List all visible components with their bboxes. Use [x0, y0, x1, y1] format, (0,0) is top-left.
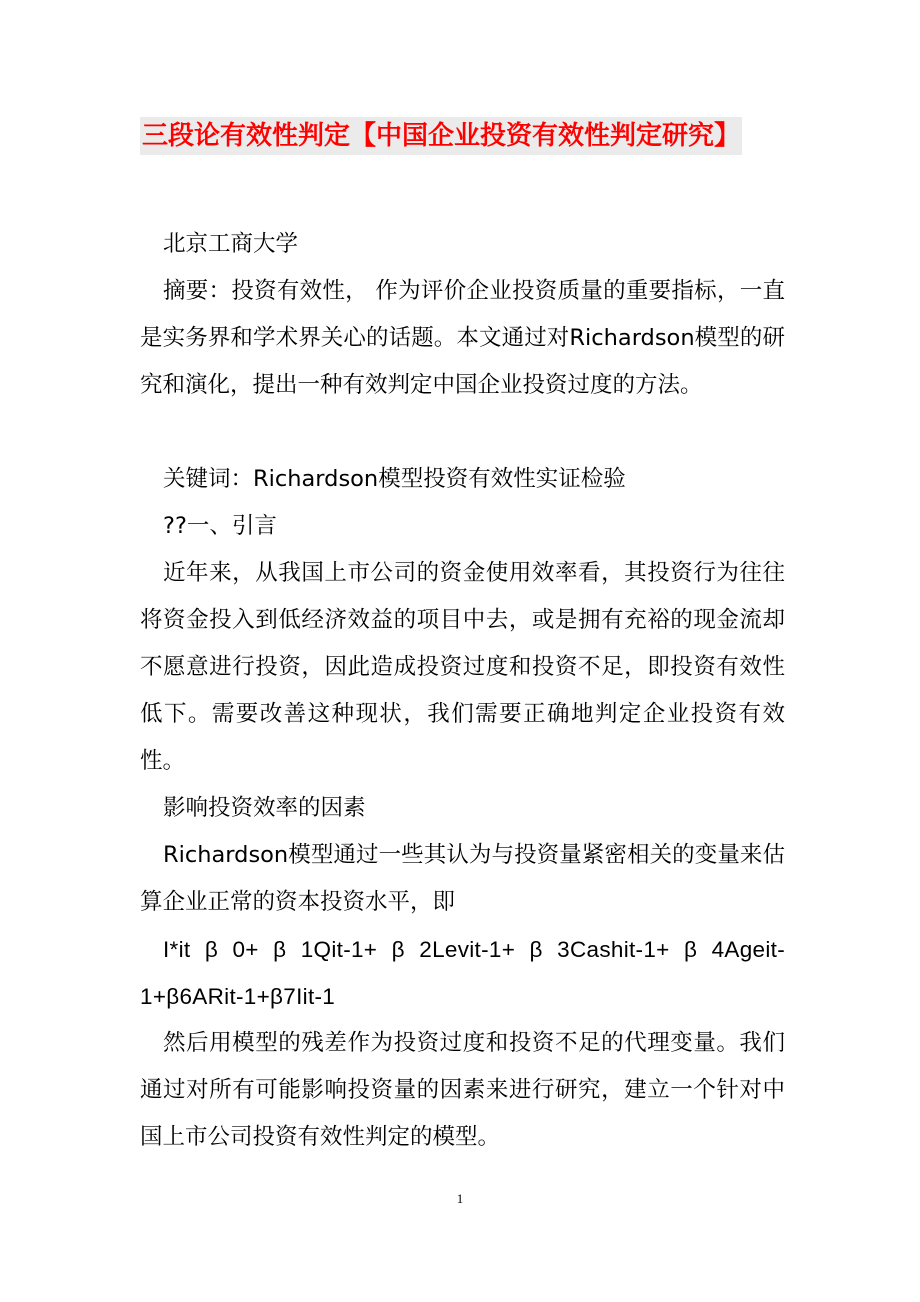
page-number: 1 [456, 1191, 464, 1206]
document-title: 三段论有效性判定【中国企业投资有效性判定研究】 [140, 117, 742, 155]
residual-paragraph: 然后用模型的残差作为投资过度和投资不足的代理变量。我们通过对所有可能影响投资量的因素来进行研究，建立一个针对中国上市公司投资有效性判定的模型。 [140, 1030, 785, 1150]
keywords-line: 关键词：Richardson模型投资有效性实证检验 [163, 466, 626, 492]
richardson-formula: I*it β 0+ β 1Qit-1+ β 2Levit-1+ β 3Cashit-1+ β 4Ageit-1+β6ARit-1+β7Iit-1 [140, 937, 785, 1009]
section-heading-introduction: ??一、引言 [163, 513, 277, 539]
intro-paragraph: 近年来，从我国上市公司的资金使用效率看，其投资行为往往将资金投入到低经济效益的项目中去，或是拥有充裕的现金流却不愿意进行投资，因此造成投资过度和投资不足，即投资有效性低下。需要改善这种现状，我们需要正确地判定企业投资有效性。 [140, 560, 785, 774]
author-affiliation: 北京工商大学 [163, 231, 299, 257]
richardson-paragraph: Richardson模型通过一些其认为与投资量紧密相关的变量来估算企业正常的资本投资水平，即 [140, 842, 785, 915]
abstract-paragraph: 摘要：投资有效性， 作为评价企业投资质量的重要指标，一直是实务界和学术界关心的话题。本文通过对Richardson模型的研究和演化，提出一种有效判定中国企业投资过度的方法。 [140, 278, 785, 398]
subheading-factors: 影响投资效率的因素 [163, 795, 366, 821]
